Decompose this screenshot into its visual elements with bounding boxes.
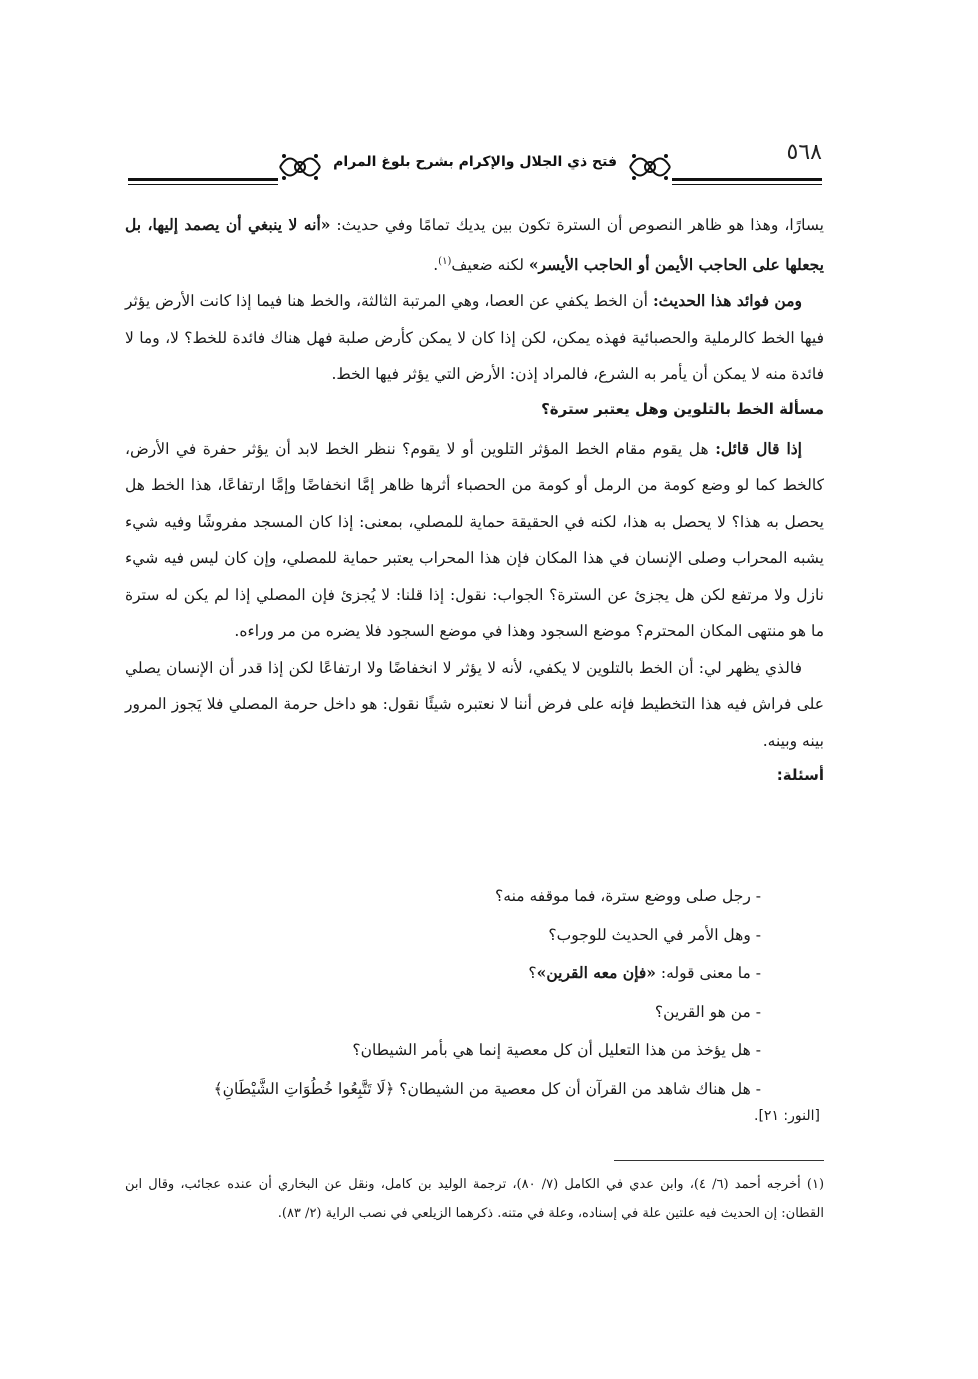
footnote-text: (١) أخرجه أحمد (٦/ ٤)، وابن عدي في الكامل (٧/ ٨٠)، ترجمة الوليد بن كامل، ونقل عن البخاري أن عنده عجائب، وقال ابن القطان: إن الحديث فيه علتين علة في إسناده، وعلة في متنه. ذكرهما الزيلعي في نصب الراية (٢/ ٨٣). — [125, 1177, 825, 1221]
page-header — [128, 140, 822, 196]
paragraph-3 — [125, 431, 824, 650]
header-rule-right — [672, 178, 822, 181]
text-run: يسارًا، وهذا هو ظاهر النصوص أن السترة تكون بين يديك تمامًا وفي حديث: — [330, 216, 824, 234]
questions-list — [201, 877, 761, 1108]
question-item — [201, 954, 761, 993]
hadith-quote: «أنه لا ينبغي أن يصمد إليها، بل يجعلها على الحاجب الأيمن أو الحاجب الأيسر» — [125, 215, 824, 274]
question-item: - وهل الأمر في الحديث للوجوب؟ — [548, 925, 761, 944]
page-number: ٥٦٨ — [786, 140, 822, 165]
header-rule-left-thin — [128, 184, 278, 185]
questions-title: أسئلة: — [776, 766, 824, 785]
text-run: هل يقوم مقام الخط المؤثر التلوين أو لا يقوم؟ ننظر الخط لابد أن يؤثر حفرة في الأرض، كالخط كما لو وضع كومة من الرمل أو كومة من الحصباء أثرها ظاهر إمَّا انخفاضًا وإمَّا ارتفاعًا، هذا الخط هل يحصل به هذا؟ لا يحصل به هذا، لكنه في الحقيقة حماية للمصلي، بمعنى: إذا كان المسجد مفروشًا وفيه شيء يشبه المحراب وصلى الإنسان في هذا المكان فإن هذا المحراب يعتبر حماية للمصلي، وإن كان ليس فيه شيء نازل ولا مرتفع لكن هل يجزئ عن السترة؟ الجواب: نقول: إذا قلنا: لا يُجزئ فإن المصلي إذا لم يكن له سترة ما هو منتهى المكان المحترم؟ موضع السجود وهذا في موضع السجود فلا يضره من مر وراءه. — [125, 439, 824, 641]
footnote-divider — [614, 1160, 824, 1161]
paragraph-lead: إذا قال قائل: — [715, 438, 802, 458]
question-item: - من هو القرين؟ — [654, 1002, 761, 1021]
text-run: ؟ — [528, 964, 537, 982]
question-item: - هل يؤخذ من هذا التعليل أن كل معصية إنما هي بأمر الشيطان؟ — [352, 1041, 761, 1059]
hadith-quote: «فإن معه القرين» — [536, 963, 656, 982]
ornament-icon — [276, 146, 324, 188]
paragraph-4: فالذي يظهر لي: أن الخط بالتلوين لا يكفي، لأنه لا يؤثر لا انخفاضًا ولا ارتفاعًا لكن إذا قدر أن الإنسان يصلي على فراش فيه هذا التخطيط فإنه على فرض أننا لا نعتبره شيئًا نقول: هو داخل حرمة المصلي فلا يَجوز المرور بينه وبينه. — [125, 658, 824, 750]
paragraph-lead: ومن فوائد هذا الحديث: — [652, 291, 803, 311]
text-run: . — [433, 255, 439, 274]
quran-reference: [النور: ٢١]. — [754, 1108, 820, 1124]
header-rule-right-thin — [672, 184, 822, 185]
question-item: - هل هناك شاهد من القرآن أن كل معصية من الشيطان؟ ﴿لَا تَتَّبِعُوا خُطُوَاتِ الشَّيْطَانِ﴾ — [213, 1079, 761, 1098]
paragraph-2 — [125, 283, 824, 393]
question-item: - رجل صلى ووضع سترة، فما موقفه منه؟ — [495, 887, 761, 905]
header-rule-left — [128, 178, 278, 181]
text-run: - ما معنى قوله: — [655, 964, 761, 982]
text-run: لكنه ضعيف — [451, 255, 529, 274]
footnote — [125, 1170, 824, 1228]
text-run: أن الخط يكفي عن العصا، وهي المرتبة الثالثة، والخط هنا فيما إذا كانت الأرض يؤثر فيها الخط كالرملية والحصبائية فهذه يمكن، لكن إذا كان لا يمكن كأرض صلبة فهل هناك فائدة للخط؟ لا، وما لا فائدة منه لا يمكن أن يأمر به الشرع، فالمراد إذن: الأرض التي يؤثر فيها الخط. — [125, 292, 824, 384]
main-text — [125, 207, 824, 791]
book-title: فتح ذي الجلال والإكرام بشرح بلوغ المرام — [333, 154, 617, 170]
section-title: مسألة الخط بالتلوين وهل يعتبر سترة؟ — [541, 399, 824, 418]
paragraph-1 — [125, 207, 824, 283]
footnote-marker[interactable]: (١) — [438, 255, 452, 267]
ornament-icon — [626, 146, 674, 188]
